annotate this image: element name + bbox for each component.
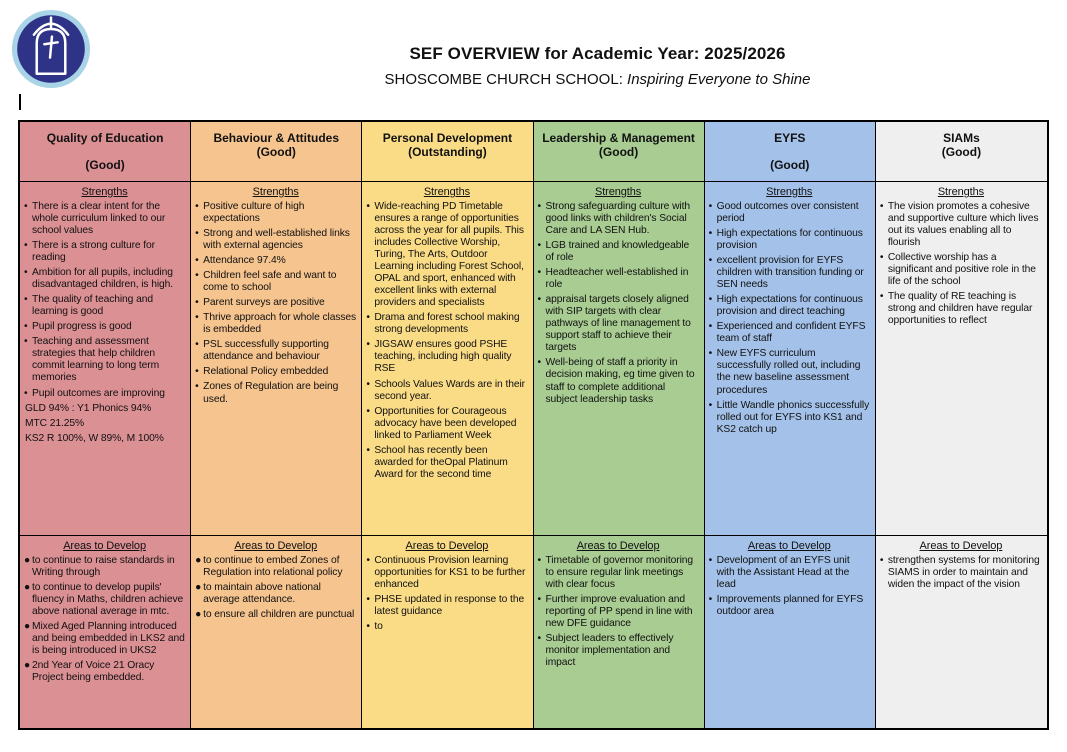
column-title: SIAMs [943, 131, 980, 145]
bullet-icon: • [537, 267, 542, 279]
column-rating: (Outstanding) [408, 145, 487, 160]
list-item-text: Pupil outcomes are improving [32, 387, 165, 399]
list-item-text: Schools Values Wards are in their second year. [374, 378, 525, 402]
column-personal-development [362, 122, 533, 728]
list-item [709, 255, 870, 291]
column-quality-of-education [20, 122, 191, 728]
list-item-text: Little Wandle phonics successfully rolled out for EYFS into KS1 and KS2 catch up [716, 399, 870, 435]
areas-heading: Areas to Develop [576, 540, 660, 552]
list-item [24, 201, 185, 237]
list-item-text: There is a strong culture for reading [32, 240, 156, 264]
strengths-heading: Strengths [937, 186, 984, 198]
sef-overview-table [18, 120, 1049, 730]
list-item-text: Thrive approach for whole classes is embedded [203, 312, 357, 336]
bullet-icon: • [195, 381, 199, 393]
bullet-icon: • [195, 200, 199, 212]
list-item [366, 379, 527, 403]
list-item [24, 267, 185, 291]
column-header [705, 122, 875, 182]
column-title: Leadership & Management [542, 131, 695, 145]
list-item-text: Collective worship has a significant and positive role in the life of the school [887, 252, 1036, 288]
list-item [880, 252, 1042, 288]
areas-list [366, 555, 527, 633]
column-siams [876, 122, 1047, 728]
list-item [538, 267, 699, 291]
list-item [195, 555, 356, 579]
list-item-text: Further improve evaluation and reporting of PP spend in line with new DFE guidance [545, 594, 693, 630]
strengths-cell [362, 182, 532, 536]
list-item-text: to ensure all children are punctual [203, 609, 355, 621]
list-item-text: Improvements planned for EYFS outdoor area [716, 594, 864, 618]
list-item-text: JIGSAW ensures good PSHE teaching, including high quality RSE [374, 339, 512, 375]
bullet-icon: ● [195, 609, 202, 621]
bullet-icon: ● [24, 581, 31, 593]
areas-list [195, 555, 356, 621]
strengths-footnotes [24, 403, 185, 445]
areas-list [24, 555, 185, 684]
bullet-icon: • [879, 252, 884, 264]
page-subtitle [128, 71, 1067, 88]
list-item [366, 621, 527, 633]
list-item-text: Mixed Aged Planning introduced and being embedded in LKS2 and is being introduced in UKS2 [32, 621, 185, 657]
list-item-text: New EYFS curriculum successfully rolled out, including the new baseline assessment procedures [716, 348, 861, 396]
list-item-text: Relational Policy embedded [203, 366, 329, 378]
bullet-icon: ● [195, 554, 202, 566]
column-header [876, 122, 1047, 182]
strengths-heading: Strengths [594, 186, 642, 198]
church-window-icon [11, 9, 91, 89]
list-item-text: Development of an EYFS unit with the Assistant Head at the lead [716, 554, 850, 590]
column-rating: (Good) [598, 145, 639, 160]
list-item-text: Strong safeguarding culture with good links with children's Social Care and LA SEN Hub. [545, 200, 690, 236]
bullet-icon: • [366, 200, 370, 212]
school-logo [11, 9, 91, 89]
bullet-icon: • [24, 321, 28, 333]
strengths-cell [705, 182, 875, 536]
list-item [880, 555, 1042, 591]
bullet-icon: • [195, 255, 199, 267]
strengths-heading: Strengths [766, 186, 813, 198]
list-item [538, 357, 699, 405]
bullet-icon: • [24, 387, 28, 399]
list-item-text: Headteacher well-established in role [545, 267, 689, 291]
bullet-icon: • [708, 594, 713, 605]
list-item-text: Pupil progress is good [32, 321, 132, 333]
list-item [195, 609, 356, 621]
column-header [362, 122, 532, 182]
school-name: SHOSCOMBE CHURCH SCHOOL: [384, 71, 628, 88]
bullet-icon: • [366, 594, 370, 605]
bullet-icon: • [366, 621, 370, 633]
bullet-icon: • [366, 312, 370, 324]
strengths-list [709, 201, 870, 436]
bullet-icon: • [195, 366, 199, 378]
strengths-cell [20, 182, 190, 536]
list-item [709, 228, 870, 252]
list-item-text: to [374, 621, 383, 633]
bullet-icon: • [537, 357, 542, 369]
list-item [366, 312, 527, 336]
strengths-heading: Strengths [423, 186, 470, 198]
bullet-icon: • [879, 554, 884, 566]
footnote-line: GLD 94% : Y1 Phonics 94% [25, 402, 152, 414]
list-item-text: Good outcomes over consistent period [716, 200, 859, 224]
column-header [20, 122, 190, 182]
areas-list [538, 555, 699, 669]
bullet-icon: • [879, 200, 884, 212]
list-item-text: Children feel safe and want to come to school [203, 270, 337, 294]
list-item-text: PHSE updated in response to the latest guidance [374, 594, 525, 618]
document-header [128, 44, 1067, 88]
list-item [709, 348, 870, 396]
strengths-heading: Strengths [81, 186, 128, 198]
list-item [195, 228, 356, 252]
bullet-icon: • [366, 444, 370, 456]
bullet-icon: • [366, 554, 370, 566]
areas-heading: Areas to Develop [747, 540, 831, 552]
areas-cell [876, 536, 1047, 728]
bullet-icon: • [537, 594, 542, 605]
areas-cell [362, 536, 532, 728]
list-item-text: There is a clear intent for the whole curriculum linked to our school values [32, 200, 166, 236]
list-item [195, 366, 356, 378]
areas-cell [534, 536, 704, 728]
areas-cell [705, 536, 875, 728]
list-item-text: 2nd Year of Voice 21 Oracy Project being embedded. [32, 660, 155, 684]
list-item-text: Parent surveys are positive [203, 297, 325, 309]
bullet-icon: • [537, 240, 542, 251]
bullet-icon: • [537, 200, 542, 212]
list-item-text: Teaching and assessment strategies that help children commit learning to long term memories [32, 336, 160, 384]
list-item [880, 201, 1042, 249]
list-item [709, 294, 870, 318]
list-item-text: Timetable of governor monitoring to ensure regular link meetings with clear focus [545, 554, 694, 590]
bullet-icon: • [24, 240, 28, 251]
list-item-text: to continue to raise standards in Writing through [32, 554, 175, 578]
list-item [195, 270, 356, 294]
page-title: SEF OVERVIEW for Academic Year: 2025/2026 [409, 44, 786, 63]
list-item [24, 294, 185, 318]
list-item [195, 297, 356, 309]
strengths-list [366, 201, 527, 481]
bullet-icon: • [708, 554, 713, 566]
list-item [709, 321, 870, 345]
list-item [195, 339, 356, 363]
areas-list [880, 555, 1042, 591]
column-eyfs [705, 122, 876, 728]
bullet-icon: • [366, 405, 370, 417]
areas-heading: Areas to Develop [919, 540, 1003, 552]
bullet-icon: • [195, 227, 199, 239]
strengths-cell [191, 182, 361, 536]
list-item-text: to maintain above national average attendance. [203, 581, 321, 605]
bullet-icon: • [366, 339, 370, 351]
areas-list [709, 555, 870, 618]
list-item-text: Continuous Provision learning opportunities for KS1 to be further enhanced [374, 554, 526, 590]
strengths-list [538, 201, 699, 406]
list-item [880, 291, 1042, 327]
column-behaviour-attitudes [191, 122, 362, 728]
list-item-text: School has recently been awarded for theOpal Platinum Award for the second time [374, 444, 508, 480]
column-rating: (Good) [941, 145, 982, 160]
bullet-icon: • [195, 312, 199, 324]
list-item [366, 406, 527, 442]
list-item [538, 201, 699, 237]
list-item-text: to continue to embed Zones of Regulation into relational policy [203, 554, 343, 578]
list-item-text: Zones of Regulation are being used. [203, 381, 339, 405]
strengths-list [195, 201, 356, 406]
list-item [366, 445, 527, 481]
list-item [24, 321, 185, 333]
list-item [195, 255, 356, 267]
list-item [195, 201, 356, 225]
school-motto: Inspiring Everyone to Shine [627, 71, 811, 88]
list-item [195, 582, 356, 606]
list-item [538, 555, 699, 591]
list-item [366, 555, 527, 591]
bullet-icon: • [195, 297, 199, 309]
list-item-text: Ambition for all pupils, including disadvantaged children, is high. [32, 267, 174, 291]
list-item [366, 339, 527, 375]
bullet-icon: • [708, 321, 713, 333]
column-title: Behaviour & Attitudes [213, 131, 340, 145]
bullet-icon: • [195, 270, 199, 282]
bullet-icon: • [708, 399, 713, 411]
list-item-text: Positive culture of high expectations [203, 200, 305, 224]
list-item [538, 294, 699, 354]
list-item [538, 633, 699, 669]
list-item [24, 621, 185, 657]
list-item-text: The vision promotes a cohesive and supportive culture which lives out its values enabling all to flourish [887, 200, 1039, 248]
bullet-icon: • [537, 294, 542, 306]
list-item-text: High expectations for continuous provision and direct teaching [716, 294, 863, 318]
list-item-text: The quality of RE teaching is strong and children have regular opportunities to reflect [887, 291, 1033, 327]
column-rating: (Good) [85, 158, 125, 173]
bullet-icon: • [708, 348, 713, 360]
bullet-icon: • [708, 227, 713, 239]
bullet-icon: • [708, 200, 713, 212]
bullet-icon: • [708, 255, 713, 267]
bullet-icon: • [24, 336, 28, 348]
list-item [195, 381, 356, 405]
strengths-heading: Strengths [252, 186, 299, 198]
list-item [366, 201, 527, 309]
areas-cell [20, 536, 190, 728]
footnote-line: KS2 R 100%, W 89%, M 100% [25, 432, 164, 444]
list-item [709, 201, 870, 225]
column-title: Personal Development [382, 131, 513, 145]
list-item-text: Attendance 97.4% [203, 255, 286, 267]
list-item-text: excellent provision for EYFS children with transition funding or SEN needs [716, 255, 864, 291]
areas-heading: Areas to Develop [405, 540, 489, 552]
list-item-text: High expectations for continuous provision [716, 227, 863, 251]
list-item [709, 555, 870, 591]
list-item-text: The quality of teaching and learning is good [32, 294, 153, 318]
bullet-icon: ● [24, 660, 31, 672]
column-header [191, 122, 361, 182]
bullet-icon: ● [24, 554, 31, 566]
bullet-icon: • [708, 294, 713, 306]
text-cursor[interactable] [19, 94, 21, 110]
column-leadership-management [534, 122, 705, 728]
footnote-line: MTC 21.25% [25, 417, 85, 429]
bullet-icon: ● [195, 581, 202, 593]
bullet-icon: • [879, 291, 884, 303]
list-item [709, 400, 870, 436]
bullet-icon: • [195, 339, 199, 351]
list-item [24, 388, 185, 400]
list-item-text: Wide-reaching PD Timetable ensures a range of opportunities across the year for all pupils. This includes Collective Worship, Turing, The Arts, Outdoor Learning including Forest School, OPAL and sport, enhanced with excellent links with external providers and specialists [374, 200, 524, 309]
list-item-text: LGB trained and knowledgeable of role [545, 240, 690, 264]
list-item-text: Experienced and confident EYFS team of staff [716, 321, 866, 345]
list-item-text: appraisal targets closely aligned with SIP targets with clear pathways of line management to support staff to achieve their targets [545, 294, 691, 354]
list-item-text: to continue to develop pupils' fluency in Maths, children achieve above national average in mtc. [32, 581, 184, 618]
list-item-text: PSL successfully supporting attendance and behaviour [203, 339, 329, 363]
bullet-icon: • [24, 200, 28, 212]
bullet-icon: • [537, 633, 542, 645]
areas-heading: Areas to Develop [63, 540, 146, 552]
bullet-icon: • [366, 378, 370, 390]
bullet-icon: ● [24, 621, 31, 633]
list-item [538, 240, 699, 264]
column-header [534, 122, 704, 182]
column-title: EYFS [774, 131, 806, 145]
list-item [24, 660, 185, 684]
list-item [24, 582, 185, 618]
list-item [366, 594, 527, 618]
list-item [709, 594, 870, 618]
bullet-icon: • [537, 554, 542, 566]
column-rating: (Good) [770, 158, 810, 173]
strengths-list [24, 201, 185, 400]
bullet-icon: • [24, 267, 28, 279]
strengths-cell [876, 182, 1047, 536]
list-item [24, 336, 185, 384]
areas-cell [191, 536, 361, 728]
areas-heading: Areas to Develop [234, 540, 318, 552]
list-item [24, 555, 185, 579]
list-item [195, 312, 356, 336]
list-item-text: Subject leaders to effectively monitor implementation and impact [545, 633, 674, 669]
strengths-cell [534, 182, 704, 536]
list-item-text: Well-being of staff a priority in decision making, eg time given to staff to complete additional subject leadership tasks [545, 357, 695, 405]
list-item [538, 594, 699, 630]
list-item-text: Drama and forest school making strong developments [374, 312, 520, 336]
column-title: Quality of Education [46, 131, 164, 145]
bullet-icon: • [24, 294, 28, 306]
list-item-text: Opportunities for Courageous advocacy have been developed linked to Parliament Week [374, 405, 517, 441]
list-item-text: strengthen systems for monitoring SIAMS in order to maintain and widen the impact of the vision [887, 554, 1040, 590]
list-item-text: Strong and well-established links with external agencies [203, 227, 350, 251]
strengths-list [880, 201, 1042, 327]
column-rating: (Good) [256, 145, 296, 160]
list-item [24, 240, 185, 264]
